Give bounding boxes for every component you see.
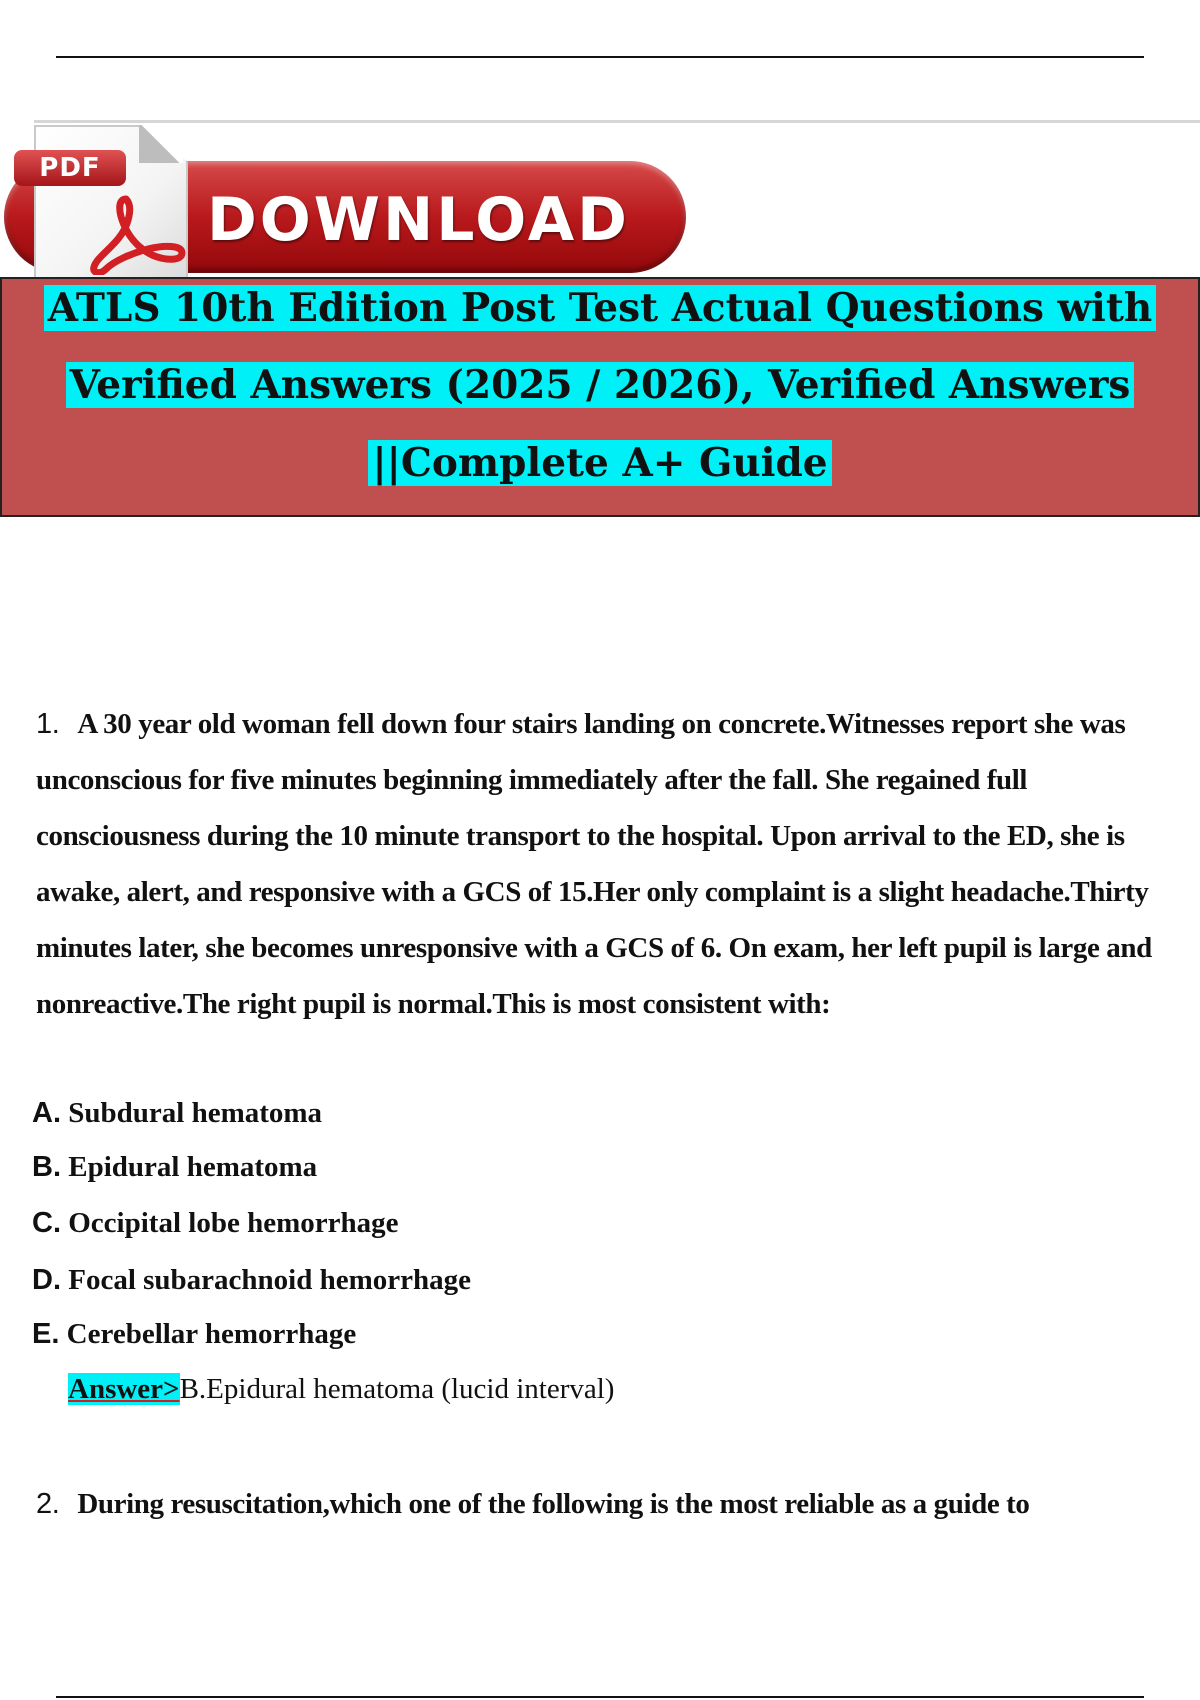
- question-number: 2.: [36, 1488, 60, 1520]
- option-c: C. Occipital lobe hemorrhage: [32, 1207, 399, 1239]
- question-2-stem: [36, 1476, 1196, 1532]
- document-title-line-3: ||Complete A+ Guide: [0, 440, 1200, 486]
- download-banner[interactable]: [0, 125, 700, 275]
- question-text: A 30 year old woman fell down four stairs landing on concrete.Witnesses report she was unconscious for five minutes beginning immediately after the fall. She regained full consciousness during the 10 minute transport to the hospital. Upon arrival to the ED, she is awake, alert, and responsive with a GCS of 15.Her only complaint is a slight headache.Thirty minutes later, she becomes unresponsive with a GCS of 6. On exam, her left pupil is large and nonreactive.The right pupil is normal.This is most consistent with:: [36, 708, 1152, 1020]
- option-d: D. Focal subarachnoid hemorrhage: [32, 1264, 472, 1296]
- question-1-stem: [36, 696, 1196, 1032]
- question-text: During resuscitation,which one of the following is the most reliable as a guide to: [77, 1488, 1030, 1520]
- bottom-rule: [56, 1696, 1144, 1698]
- acrobat-logo-icon: [78, 195, 188, 275]
- answer-line: [68, 1373, 614, 1406]
- top-rule: [56, 56, 1144, 58]
- option-a: A. Subdural hematoma: [32, 1097, 323, 1129]
- option-b: B. Epidural hematoma: [32, 1151, 318, 1183]
- pdf-page-fold: [139, 125, 183, 163]
- pdf-tag: PDF: [14, 150, 126, 186]
- document-title-line-2: Verified Answers (2025 / 2026), Verified Answers: [0, 362, 1200, 408]
- answer-tag: Answer>: [68, 1373, 180, 1405]
- option-e: E. Cerebellar hemorrhage: [32, 1318, 357, 1350]
- question-number: 1.: [36, 708, 60, 740]
- download-label[interactable]: DOWNLOAD: [207, 185, 630, 255]
- answer-text: B.Epidural hematoma (lucid interval): [179, 1373, 615, 1405]
- banner-top-line: [34, 120, 1200, 123]
- document-title-line-1: ATLS 10th Edition Post Test Actual Questions with: [0, 285, 1200, 331]
